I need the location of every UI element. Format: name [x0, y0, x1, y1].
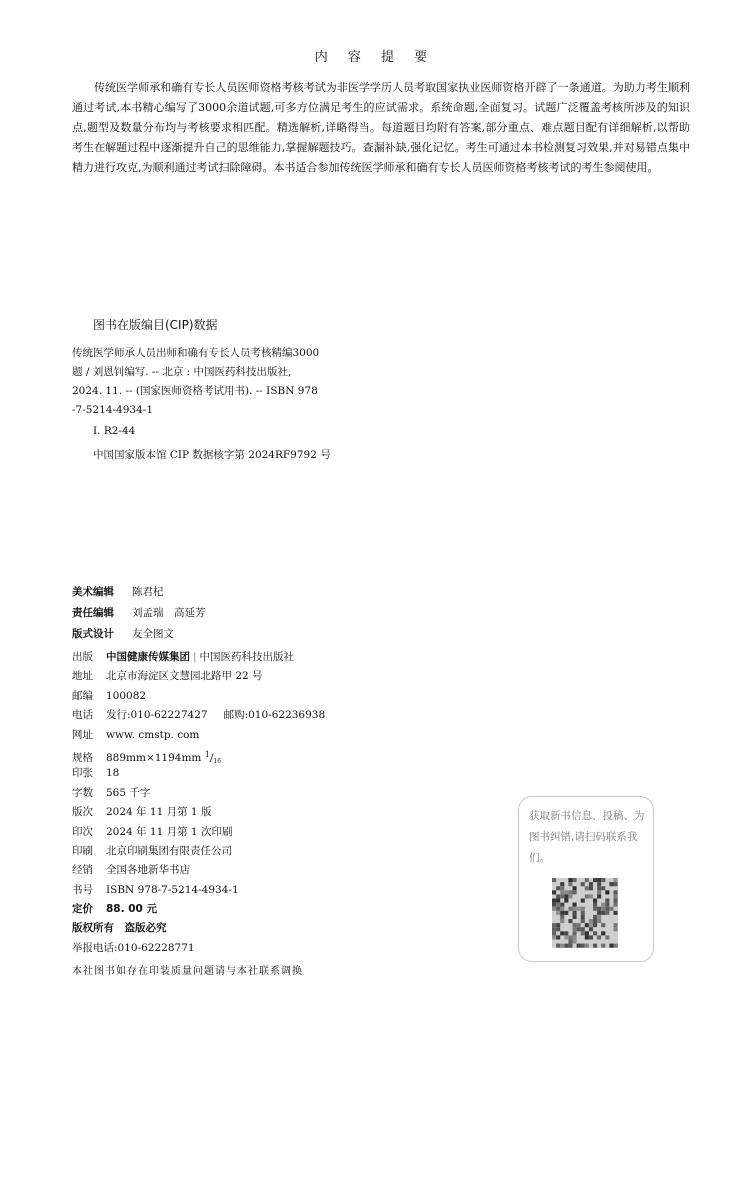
- pub-label: 字数: [72, 786, 93, 799]
- pub-row-publisher: [72, 648, 325, 667]
- cip-record: [72, 344, 392, 420]
- pub-distributor: 全国各地新华书店: [106, 864, 190, 877]
- pub-sheets: 18: [106, 767, 120, 780]
- pub-row-price: [72, 900, 325, 919]
- pub-row-words: [72, 784, 325, 803]
- pub-row-printer: [72, 842, 325, 861]
- staff-value: 友全图文: [132, 628, 174, 640]
- pub-row-isbn: [72, 881, 325, 900]
- cip-line: -7-5214-4934-1: [72, 404, 153, 416]
- pub-row-distributor: [72, 861, 325, 880]
- publication-info: [72, 648, 325, 958]
- pub-label: 版次: [72, 806, 93, 819]
- cip-title: 图书在版编目(CIP)数据: [93, 318, 218, 332]
- pub-label: 印张: [72, 767, 93, 780]
- pub-copyright: 版权所有 盗版必究: [72, 922, 167, 935]
- pub-price: 88. 00 元: [106, 903, 158, 916]
- pub-row-edition: [72, 803, 325, 822]
- pub-row-postcode: [72, 687, 325, 706]
- summary-title: 内 容 提 要: [314, 50, 436, 65]
- staff-row: [72, 624, 206, 645]
- pub-label: 经销: [72, 864, 93, 877]
- publisher-group: 中国健康传媒集团: [106, 651, 190, 663]
- pub-row-printing: [72, 823, 325, 842]
- pub-website: www. cmstp. com: [106, 728, 200, 741]
- pub-row-website: [72, 726, 325, 745]
- staff-value: 刘孟瑞 高延芳: [132, 607, 206, 619]
- pub-label: 书号: [72, 883, 93, 896]
- cip-record-number: 中国国家版本馆 CIP 数据核字第 2024RF9792 号: [93, 449, 331, 461]
- format-fraction-numerator: 1: [204, 749, 210, 759]
- pub-format: 889mm×1194mm: [106, 751, 202, 764]
- format-fraction-denominator: 16: [213, 757, 222, 765]
- qr-code-icon[interactable]: [552, 878, 618, 948]
- publisher-name: 中国医药科技出版社: [199, 651, 295, 663]
- pub-label: 地址: [72, 670, 93, 683]
- pub-printing: 2024 年 11 月第 1 次印刷: [106, 825, 233, 838]
- pub-label: 出版: [72, 651, 93, 663]
- pub-isbn: ISBN 978-7-5214-4934-1: [106, 883, 239, 896]
- staff-credits: [72, 582, 206, 645]
- pub-printer: 北京印刷集团有限责任公司: [106, 844, 232, 857]
- pub-phone-mail: 邮购:010-62236938: [223, 709, 326, 722]
- staff-label: 责任编辑: [72, 607, 114, 619]
- pub-label: 网址: [72, 728, 93, 741]
- pub-edition: 2024 年 11 月第 1 版: [106, 806, 212, 819]
- pub-address: 北京市海淀区文慧园北路甲 22 号: [106, 670, 263, 683]
- cip-line: 题 / 刘恩钊编写. -- 北京 : 中国医药科技出版社,: [72, 366, 292, 378]
- staff-row: [72, 582, 206, 603]
- staff-row: [72, 603, 206, 624]
- pub-phone-issue: 发行:010-62227427: [106, 709, 208, 722]
- pub-row-sheets: [72, 764, 325, 783]
- cip-classification: Ⅰ. R2-44: [93, 425, 136, 437]
- separator: |: [193, 651, 197, 663]
- quality-notice: 本社图书如存在印装质量问题请与本社联系调换: [72, 966, 303, 977]
- staff-label: 美术编辑: [72, 586, 114, 598]
- pub-row-format: [72, 745, 325, 764]
- staff-value: 陈君杞: [132, 586, 164, 598]
- pub-postcode: 100082: [106, 689, 147, 702]
- pub-row-phone: [72, 706, 325, 725]
- cip-line: 2024. 11. -- (国家医师资格考试用书). -- ISBN 978: [72, 385, 318, 397]
- pub-label: 规格: [72, 751, 93, 764]
- pub-row-address: [72, 667, 325, 686]
- pub-label: 印次: [72, 825, 93, 838]
- fraction-slash: /: [209, 751, 214, 764]
- pub-words: 565 千字: [106, 786, 151, 799]
- pub-label: 印刷: [72, 844, 93, 857]
- summary-paragraph: 传统医学师承和确有专长人员医师资格考核考试为非医学学历人员考取国家执业医师资格开辟了一条通道。为助力考生顺利通过考试,本书精心编写了3000余道试题,可多方位满足考生的应试需求。系统命题,全面复习。试题广泛覆盖考核所涉及的知识点,题型及数量分布均与考核要求相匹配。精选解析,详略得当。每道题目均附有答案,部分重点、难点题目配有详细解析,以帮助考生在解题过程中逐渐提升自己的思维能力,掌握解题技巧。查漏补缺,强化记忆。考生可通过本书检测复习效果,并对易错点集中精力进行攻克,为顺利通过考试扫除障碍。本书适合参加传统医学师承和确有专长人员医师资格考核考试的考生参阅使用。: [72, 81, 690, 174]
- pub-report-phone: 举报电话:010-62228771: [72, 941, 195, 954]
- staff-label: 版式设计: [72, 628, 114, 640]
- qr-panel-text: 获取新书信息、投稿、为图书纠错,请扫码联系我们。: [529, 810, 645, 864]
- cip-line: 传统医学师承人员出师和确有专长人员考核精编3000: [72, 347, 320, 359]
- pub-label: 定价: [72, 903, 93, 916]
- pub-label: 邮编: [72, 689, 93, 702]
- pub-label: 电话: [72, 709, 93, 722]
